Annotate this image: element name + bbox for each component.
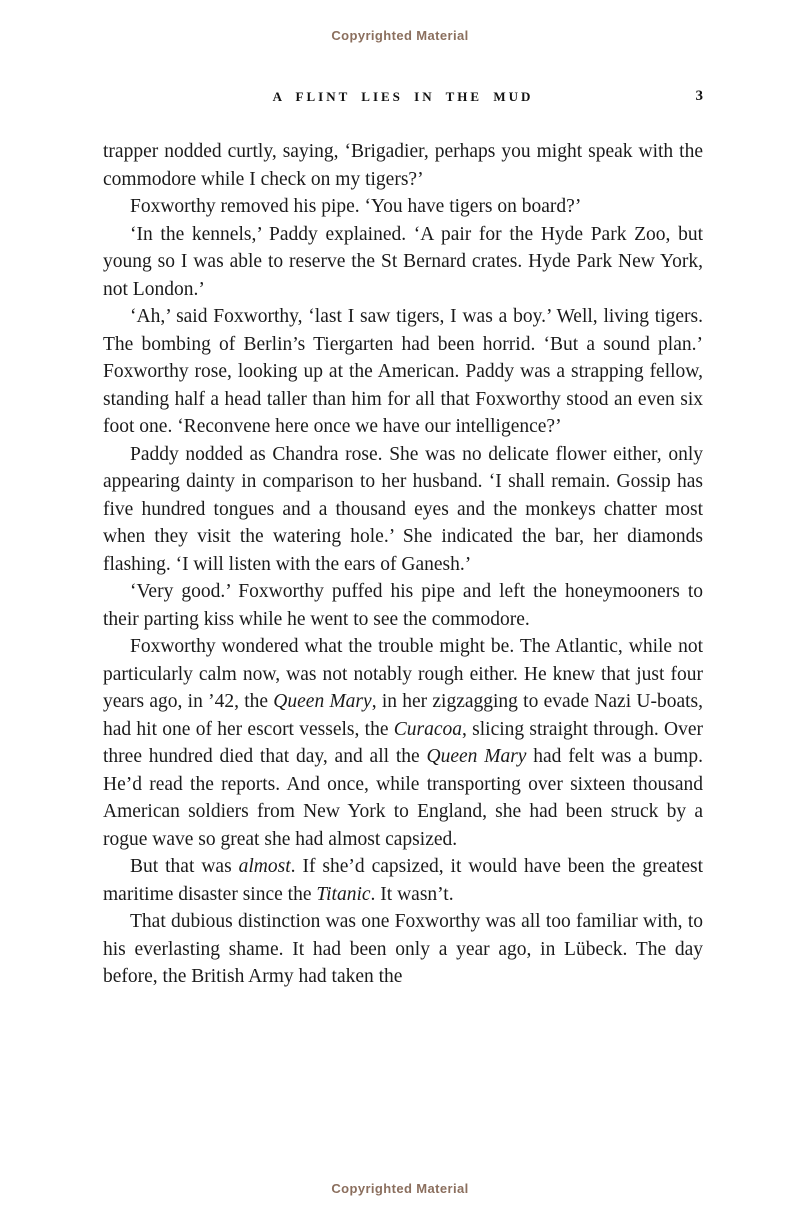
italic-text-run: Queen Mary (426, 746, 527, 767)
italic-text-run: almost (238, 856, 291, 877)
copyright-notice-top: Copyrighted Material (331, 28, 469, 43)
paragraph (103, 138, 703, 193)
text-run: , slicing straight through. Over three hundred died that day, and all the (103, 718, 703, 767)
body-text (103, 138, 703, 991)
text-run: trapper nodded curtly, saying, ‘Brigadier, perhaps you might speak with the commodore while I check on my tigers?’ (103, 141, 703, 190)
paragraph (103, 193, 703, 221)
text-run: ‘Ah,’ said Foxworthy, ‘last I saw tigers, I was a boy.’ Well, living tigers. The bombing of Berlin’s Tiergarten had been horrid. ‘But a sound plan.’ Foxworthy rose, looking up at the American. Paddy was a strapping fellow, standing half a head taller than him for all that Foxworthy stood an even six foot one. ‘Reconvene here once we have our intelligence?’ (103, 306, 703, 437)
running-header (103, 89, 703, 105)
text-run: . If she’d capsized, it would have been the greatest maritime disaster since the (103, 856, 703, 905)
text-run: ‘In the kennels,’ Paddy explained. ‘A pair for the Hyde Park Zoo, but young so I was able to reserve the St Bernard crates. Hyde Park New York, not London.’ (103, 223, 703, 300)
page-number: 3 (695, 88, 703, 104)
text-run: Foxworthy removed his pipe. ‘You have tigers on board?’ (130, 196, 582, 217)
text-run: had felt was a bump. He’d read the reports. And once, while transporting over sixteen thousand American soldiers from New York to England, she had been struck by a rogue wave so great she had almost capsized. (103, 746, 703, 850)
text-run: Paddy nodded as Chandra rose. She was no delicate flower either, only appearing dainty in comparison to her husband. ‘I shall remain. Gossip has five hundred tongues and a thousand eyes and the monkeys chatter most when they visit the watering hole.’ She indicated the bar, her diamonds flashing. ‘I will listen with the ears of Ganesh.’ (103, 443, 703, 575)
italic-text-run: Titanic (316, 883, 371, 905)
italic-text-run: Curacoa (393, 718, 462, 740)
paragraph (103, 303, 703, 441)
italic-text-run: Queen Mary (273, 691, 372, 712)
paragraph (103, 441, 703, 579)
text-run: But that was (130, 856, 239, 877)
text-run: , in her zigzagging to evade Nazi U-boats, had hit one of her escort vessels, the (103, 691, 703, 740)
paragraph (103, 578, 703, 633)
text-run: That dubious distinction was one Foxworthy was all too familiar with, to his everlasting shame. It had been only a year ago, in Lübeck. The day before, the British Army had taken the (103, 911, 703, 987)
paragraph (103, 908, 703, 991)
text-run: ‘Very good.’ Foxworthy puffed his pipe and left the honeymooners to their parting kiss while he went to see the commodore. (103, 581, 703, 630)
paragraph (103, 853, 703, 908)
chapter-title: A FLINT LIES IN THE MUD (272, 89, 534, 104)
copyright-notice-bottom: Copyrighted Material (331, 1181, 469, 1196)
text-run: Foxworthy wondered what the trouble might be. The Atlantic, while not particularly calm now, was not notably rough either. He knew that just four years ago, in ’42, the (103, 636, 703, 712)
paragraph (103, 633, 703, 853)
text-run: . It wasn’t. (370, 883, 454, 905)
paragraph (103, 221, 703, 304)
